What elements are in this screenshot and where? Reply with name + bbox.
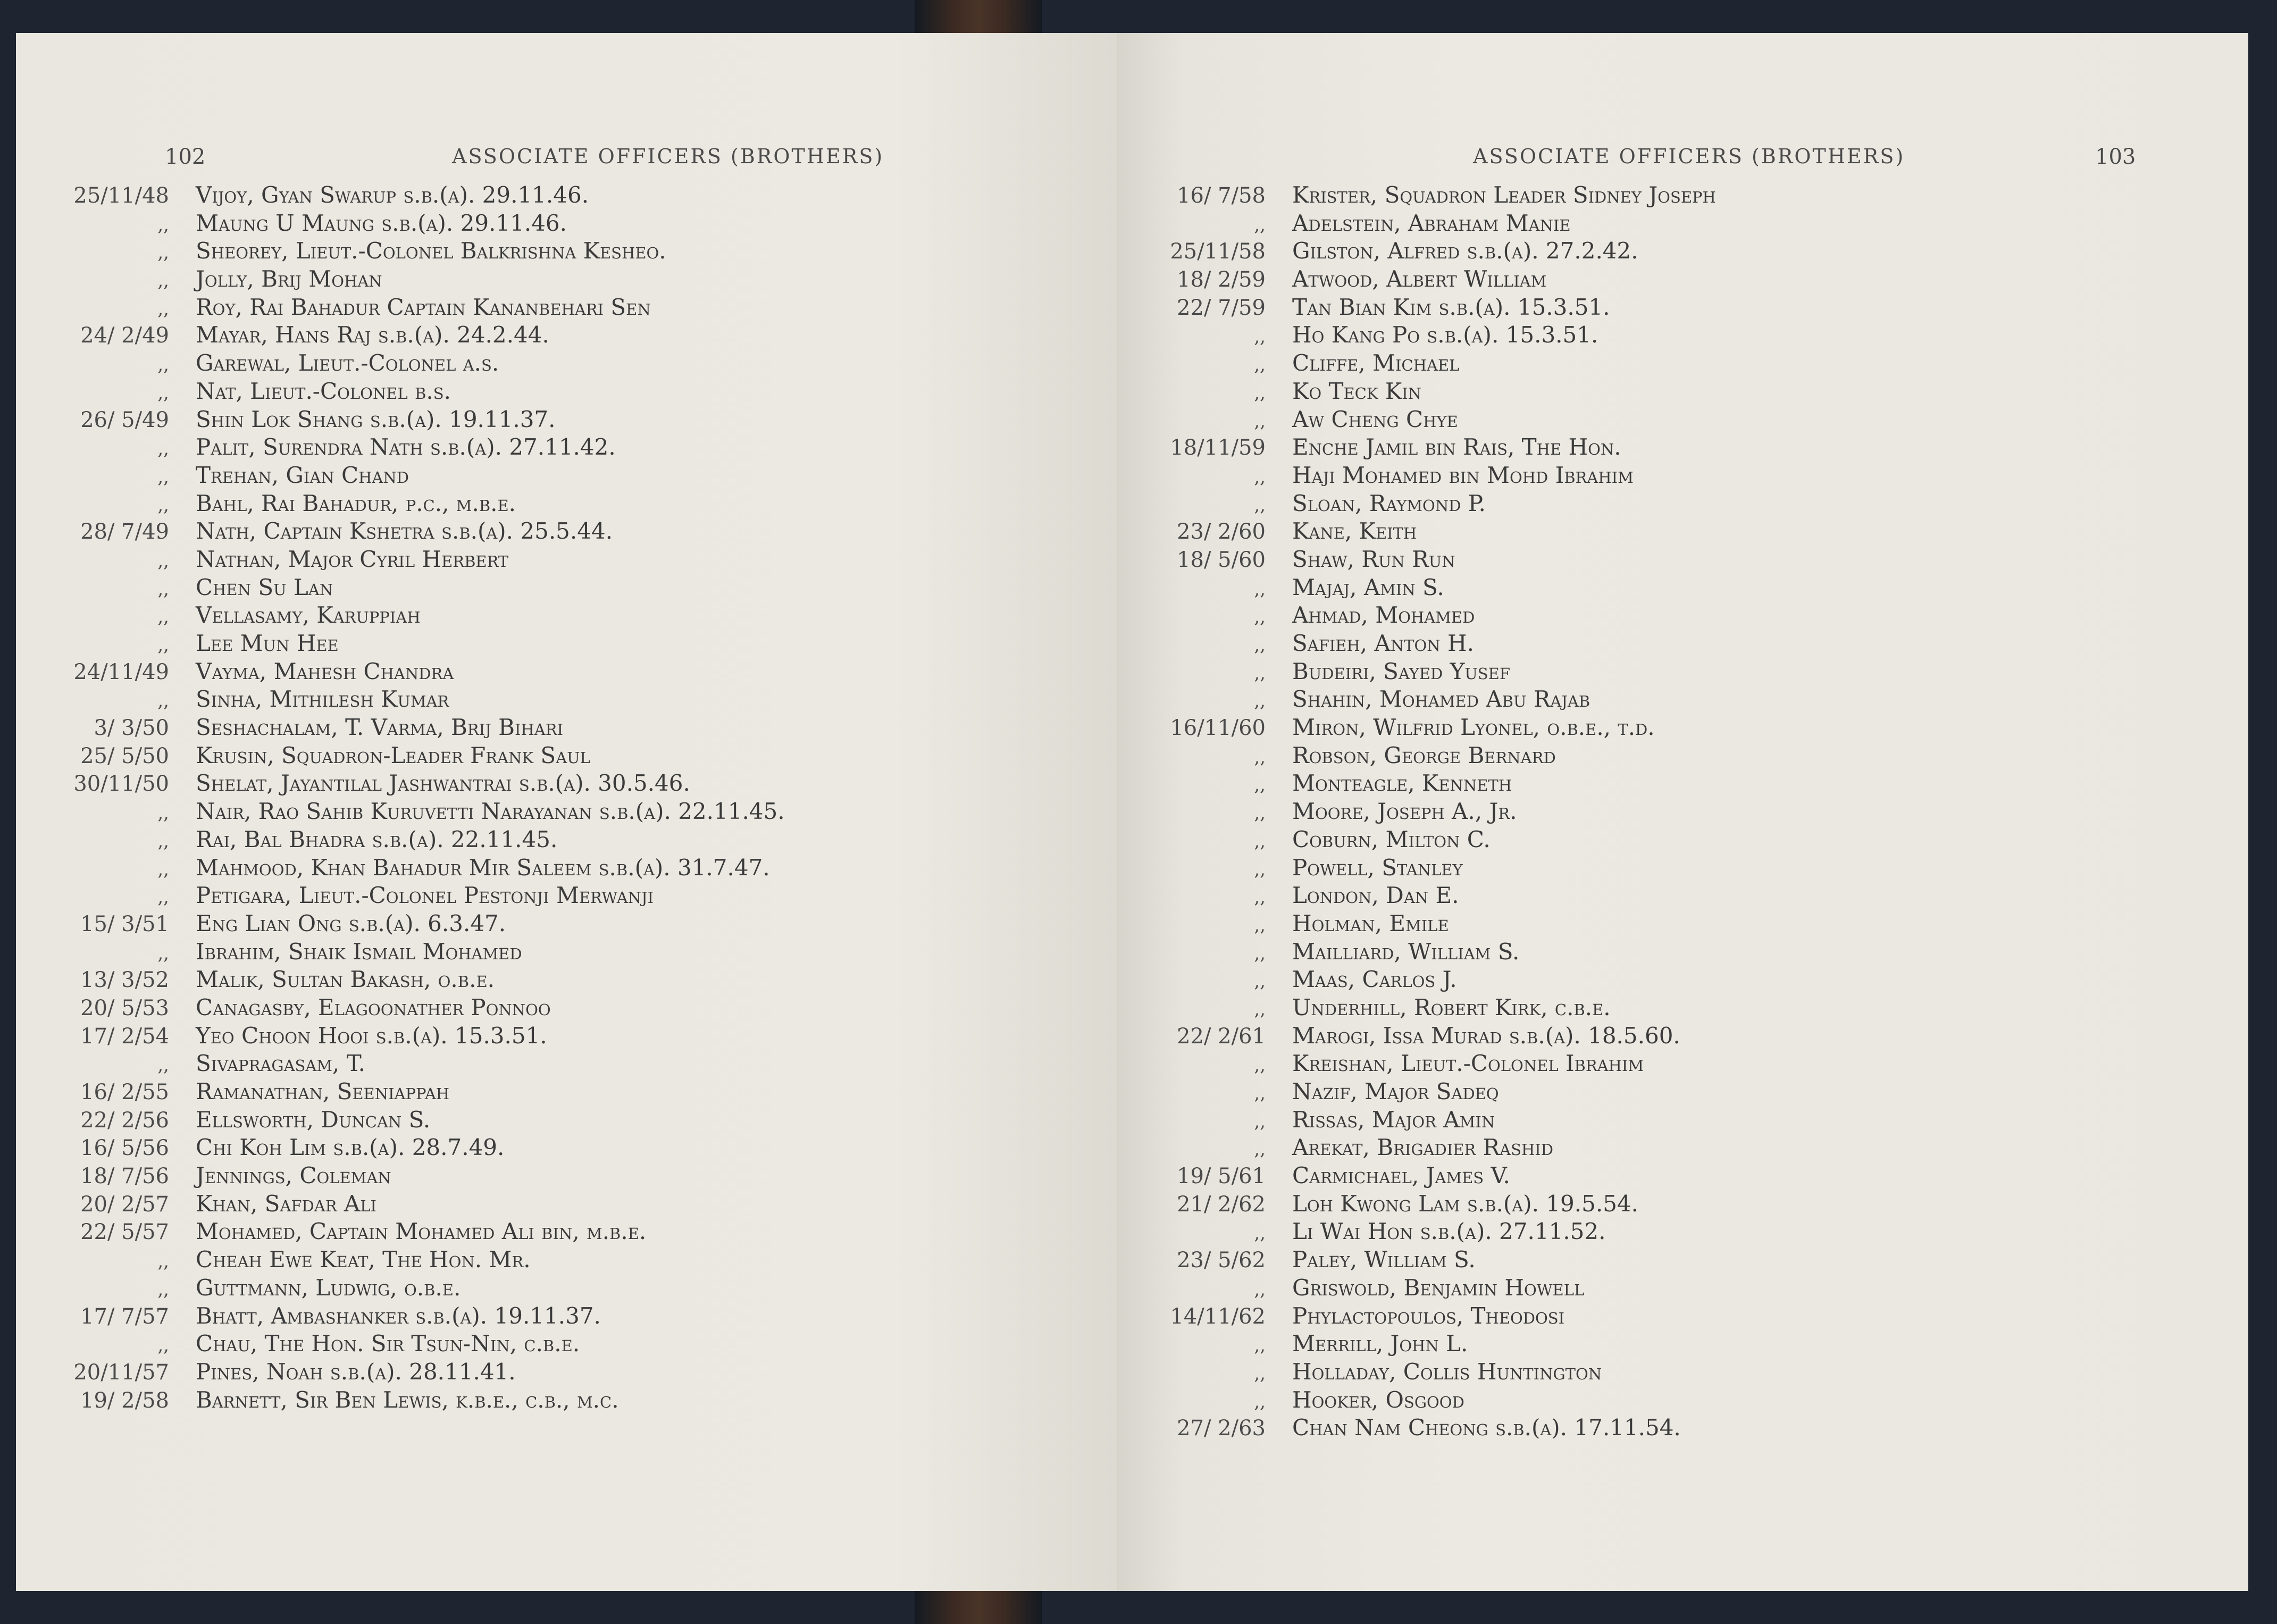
entry-date: 20/ 5/53 [80,995,169,1020]
entry-date: ,, [157,438,169,460]
entry-date: 19/ 2/58 [80,1388,169,1413]
entry-name: Malik, Sultan Bakash, o.b.e. [196,966,495,993]
entry-row [43,994,785,1023]
entry-row [1139,518,1716,546]
entry-name: Palit, Surendra Nath s.b.(a). 27.11.42. [196,434,616,461]
entry-row [43,770,785,798]
entry-name: Jolly, Brij Mohan [196,266,382,292]
right-page [1117,33,2248,1591]
entry-row [43,1078,785,1107]
entry-date: ,, [1254,802,1266,824]
entry-date: ,, [157,298,169,320]
entry-name: Ibrahim, Shaik Ismail Mohamed [196,938,522,965]
entry-row [43,434,785,462]
entry-date: ,, [1254,886,1266,908]
entry-date: 22/ 2/56 [80,1108,169,1133]
entry-name: Nath, Captain Kshetra s.b.(a). 25.5.44. [196,518,613,545]
entry-date: 20/11/57 [73,1360,169,1385]
entry-date: ,, [1254,690,1266,712]
entry-name: Rai, Bal Bhadra s.b.(a). 22.11.45. [196,826,558,852]
entry-date: 16/ 5/56 [80,1136,169,1161]
entry-date: 23/ 2/60 [1177,520,1266,545]
entry-row [43,602,785,630]
entry-row [1139,378,1716,406]
entry-row [1139,434,1716,462]
entry-date: ,, [1254,970,1266,992]
entry-row [43,1275,785,1303]
entry-row [43,546,785,574]
entry-date: 19/ 5/61 [1177,1164,1266,1189]
entry-date: ,, [157,606,169,628]
entry-row [1139,1414,1716,1443]
entry-name: Shelat, Jayantilal Jashwantrai s.b.(a). 30.5.46. [196,770,690,797]
entry-row [43,378,785,406]
entry-date: ,, [1254,326,1266,348]
entry-date: ,, [1254,662,1266,684]
entry-date: 14/11/62 [1170,1304,1266,1329]
entry-date: 18/ 7/56 [80,1164,169,1189]
entry-date: ,, [1254,858,1266,880]
entry-date: 16/ 7/58 [1177,183,1266,208]
entry-row [43,966,785,994]
entry-date: ,, [157,886,169,908]
entry-name: Maas, Carlos J. [1292,966,1457,993]
entry-row [43,266,785,294]
entry-row [43,855,785,883]
left-page [16,33,1117,1591]
entry-row [1139,882,1716,910]
entry-date: ,, [157,550,169,572]
entry-name: Krusin, Squadron-Leader Frank Saul [196,742,590,768]
entry-date: ,, [1254,1362,1266,1384]
entry-date: 22/ 5/57 [80,1220,169,1245]
entry-row [43,1107,785,1135]
entry-row [1139,182,1716,210]
entry-row [43,350,785,378]
entry-row [43,1330,785,1359]
entry-date: 16/11/60 [1170,716,1266,741]
entry-row [1139,238,1716,266]
entry-name: Haji Mohamed bin Mohd Ibrahim [1292,462,1634,488]
entry-row [1139,322,1716,350]
entry-name: Phylactopoulos, Theodosi [1292,1302,1565,1329]
entry-date: ,, [157,830,169,852]
entry-name: Chi Koh Lim s.b.(a). 28.7.49. [196,1134,505,1161]
entry-list [1139,182,1716,1443]
entry-date: ,, [1254,1110,1266,1132]
entry-name: Safieh, Anton H. [1292,630,1474,656]
entry-row [1139,210,1716,238]
entry-row [1139,1330,1716,1359]
entry-name: Moore, Joseph A., Jr. [1292,798,1517,825]
entry-name: Loh Kwong Lam s.b.(a). 19.5.54. [1292,1190,1638,1217]
entry-date: 27/ 2/63 [1177,1416,1266,1441]
entry-date: ,, [1254,830,1266,852]
entry-name: Majaj, Amin S. [1292,574,1444,600]
entry-row [43,1218,785,1246]
entry-name: Kreishan, Lieut.-Colonel Ibrahim [1292,1050,1644,1077]
entry-name: Underhill, Robert Kirk, c.b.e. [1292,994,1611,1020]
entry-name: Vayma, Mahesh Chandra [196,658,454,684]
entry-name: Nat, Lieut.-Colonel b.s. [196,378,451,404]
entry-date: ,, [1254,1278,1266,1300]
entry-date: ,, [1254,942,1266,964]
entry-date: ,, [1254,774,1266,796]
entry-name: Marogi, Issa Murad s.b.(a). 18.5.60. [1292,1022,1680,1049]
entry-name: Powell, Stanley [1292,854,1463,881]
entry-row [1139,994,1716,1023]
entry-date: ,, [157,242,169,264]
entry-row [1139,350,1716,378]
entry-name: Coburn, Milton C. [1292,826,1491,852]
entry-row [43,182,785,210]
entry-name: Ellsworth, Duncan S. [196,1106,431,1133]
entry-name: Sloan, Raymond P. [1292,490,1486,516]
entry-row [43,1303,785,1331]
entry-date: 24/11/49 [73,659,169,684]
entry-date: 20/ 2/57 [80,1192,169,1217]
entry-date: ,, [1254,1391,1266,1412]
entry-row [1139,658,1716,687]
entry-row [43,462,785,490]
entry-row [43,630,785,658]
entry-row [1139,406,1716,434]
entry-row [43,798,785,826]
entry-name: Khan, Safdar Ali [196,1190,376,1217]
entry-row [1139,1162,1716,1191]
entry-row [43,1162,785,1191]
entry-row [1139,1275,1716,1303]
entry-date: 23/ 5/62 [1177,1248,1266,1273]
entry-date: 13/ 3/52 [80,968,169,993]
entry-date: ,, [157,1278,169,1300]
entry-row [1139,1078,1716,1107]
entry-date: ,, [1254,578,1266,600]
entry-date: ,, [1254,746,1266,768]
entry-row [1139,294,1716,322]
entry-row [1139,1191,1716,1219]
entry-row [1139,686,1716,714]
entry-row [1139,630,1716,658]
running-head: ASSOCIATE OFFICERS (BROTHERS) [452,145,884,168]
entry-date: 25/ 5/50 [80,743,169,768]
entry-name: Jennings, Coleman [196,1162,391,1189]
entry-row [1139,546,1716,574]
entry-name: Ho Kang Po s.b.(a). 15.3.51. [1292,322,1598,348]
entry-date: ,, [1254,1335,1266,1357]
entry-row [1139,1050,1716,1078]
entry-row [43,686,785,714]
entry-name: Trehan, Gian Chand [196,462,409,488]
entry-name: Atwood, Albert William [1292,266,1547,292]
entry-row [1139,855,1716,883]
entry-row [1139,1246,1716,1275]
entry-date: ,, [157,466,169,488]
entry-date: 22/ 7/59 [1177,295,1266,320]
entry-name: Ramanathan, Seeniappah [196,1078,450,1104]
entry-name: Cliffe, Michael [1292,350,1460,376]
entry-date: 24/ 2/49 [80,323,169,348]
entry-name: Nazif, Major Sadeq [1292,1078,1499,1104]
entry-name: Vellasamy, Karuppiah [196,602,421,629]
entry-date: ,, [157,634,169,656]
entry-name: Pines, Noah s.b.(a). 28.11.41. [196,1358,516,1385]
entry-name: Sivapragasam, T. [196,1050,365,1077]
entry-row [1139,966,1716,994]
entry-name: Holman, Emile [1292,910,1449,936]
entry-row [1139,462,1716,490]
entry-date: 18/ 2/59 [1177,267,1266,292]
entry-date: 30/11/50 [73,772,169,797]
entry-name: Arekat, Brigadier Rashid [1292,1134,1553,1161]
entry-name: Roy, Rai Bahadur Captain Kananbehari Sen [196,294,651,320]
entry-date: 28/ 7/49 [80,520,169,545]
entry-date: ,, [157,214,169,236]
entry-date: 25/11/48 [73,183,169,208]
entry-row [43,714,785,742]
entry-row [1139,266,1716,294]
entry-date: 18/ 5/60 [1177,547,1266,572]
entry-name: Nathan, Major Cyril Herbert [196,546,509,572]
entry-name: Rissas, Major Amin [1292,1106,1495,1133]
entry-name: Krister, Squadron Leader Sidney Joseph [1292,182,1716,208]
entry-name: Monteagle, Kenneth [1292,770,1512,797]
entry-row [43,910,785,939]
entry-row [43,1191,785,1219]
entry-row [43,294,785,322]
entry-name: Merrill, John L. [1292,1330,1468,1357]
entry-row [43,1023,785,1051]
entry-row [1139,714,1716,742]
entry-name: Gilston, Alfred s.b.(a). 27.2.42. [1292,238,1638,264]
entry-date: ,, [1254,634,1266,656]
entry-row [43,826,785,855]
entry-name: Shahin, Mohamed Abu Rajab [1292,686,1590,713]
entry-name: Tan Bian Kim s.b.(a). 15.3.51. [1292,294,1610,320]
entry-row [43,238,785,266]
entry-date: ,, [1254,914,1266,936]
entry-date: ,, [157,578,169,600]
entry-row [43,882,785,910]
entry-name: Nair, Rao Sahib Kuruvetti Narayanan s.b.(a). 22.11.45. [196,798,785,825]
entry-date: ,, [1254,382,1266,404]
entry-date: ,, [1254,1083,1266,1104]
entry-date: 21/ 2/62 [1177,1192,1266,1217]
entry-row [1139,798,1716,826]
entry-date: ,, [1254,410,1266,432]
entry-date: 25/11/58 [1170,239,1266,264]
entry-name: Cheah Ewe Keat, The Hon. Mr. [196,1246,531,1273]
entry-row [43,1246,785,1275]
entry-date: ,, [157,1335,169,1357]
entry-name: Carmichael, James V. [1292,1162,1510,1189]
entry-row [1139,1134,1716,1162]
entry-name: Aw Cheng Chye [1292,406,1458,432]
entry-name: Garewal, Lieut.-Colonel a.s. [196,350,499,376]
entry-date: ,, [1254,1139,1266,1160]
entry-name: Griswold, Benjamin Howell [1292,1274,1585,1301]
entry-row [1139,1359,1716,1387]
entry-row [1139,1303,1716,1331]
entry-name: Paley, William S. [1292,1246,1476,1273]
entry-name: Ahmad, Mohamed [1292,602,1475,629]
entry-date: ,, [157,354,169,376]
entry-row [1139,574,1716,602]
entry-name: Lee Mun Hee [196,630,339,656]
entry-row [43,1050,785,1078]
entry-row [1139,1387,1716,1415]
entry-date: ,, [157,802,169,824]
entry-row [1139,826,1716,855]
entry-date: ,, [157,942,169,964]
entry-name: Li Wai Hon s.b.(a). 27.11.52. [1292,1218,1606,1245]
entry-date: 16/ 2/55 [80,1080,169,1104]
entry-name: Guttmann, Ludwig, o.b.e. [196,1274,461,1301]
entry-date: ,, [157,494,169,516]
entry-row [1139,1023,1716,1051]
entry-row [1139,910,1716,939]
entry-name: Eng Lian Ong s.b.(a). 6.3.47. [196,910,506,936]
entry-row [43,490,785,518]
page-number: 102 [165,145,206,169]
entry-date: ,, [1254,214,1266,236]
entry-date: 3/ 3/50 [94,716,169,741]
entry-date: ,, [157,270,169,292]
entry-date: ,, [1254,466,1266,488]
entry-date: ,, [157,690,169,712]
entry-name: Barnett, Sir Ben Lewis, k.b.e., c.b., m.c. [196,1386,619,1413]
entry-name: Canagasby, Elagoonather Ponnoo [196,994,551,1020]
entry-row [43,1134,785,1162]
entry-name: Hooker, Osgood [1292,1386,1464,1413]
entry-name: Chan Nam Cheong s.b.(a). 17.11.54. [1292,1414,1681,1441]
entry-date: ,, [157,382,169,404]
entry-date: ,, [1254,606,1266,628]
entry-name: Holladay, Collis Huntington [1292,1358,1602,1385]
entry-date: ,, [1254,1223,1266,1244]
entry-date: ,, [157,858,169,880]
entry-date: 26/ 5/49 [80,407,169,432]
entry-name: London, Dan E. [1292,882,1459,909]
entry-date: ,, [1254,998,1266,1020]
entry-name: Mailliard, William S. [1292,938,1520,965]
entry-date: ,, [157,1251,169,1273]
entry-row [43,406,785,434]
entry-row [1139,1218,1716,1246]
entry-row [43,939,785,967]
entry-name: Enche Jamil bin Rais, The Hon. [1292,434,1621,461]
entry-date: ,, [157,1054,169,1076]
entry-name: Seshachalam, T. Varma, Brij Bihari [196,714,564,741]
entry-name: Kane, Keith [1292,518,1417,545]
entry-row [1139,770,1716,798]
entry-name: Chen Su Lan [196,574,333,600]
entry-date: ,, [1254,494,1266,516]
entry-list [43,182,785,1414]
entry-row [43,574,785,602]
entry-name: Mahmood, Khan Bahadur Mir Saleem s.b.(a). 31.7.47. [196,854,770,881]
entry-name: Mohamed, Captain Mohamed Ali bin, m.b.e. [196,1218,647,1245]
entry-name: Ko Teck Kin [1292,378,1422,404]
entry-row [1139,939,1716,967]
entry-name: Sheorey, Lieut.-Colonel Balkrishna Kesheo. [196,238,666,264]
entry-name: Sinha, Mithilesh Kumar [196,686,449,713]
entry-date: ,, [1254,354,1266,376]
entry-date: 22/ 2/61 [1177,1024,1266,1049]
entry-name: Miron, Wilfrid Lyonel, o.b.e., t.d. [1292,714,1655,741]
entry-row [43,210,785,238]
entry-date: 15/ 3/51 [80,911,169,936]
entry-name: Yeo Choon Hooi s.b.(a). 15.3.51. [196,1022,547,1049]
entry-date: 17/ 2/54 [80,1024,169,1049]
entry-name: Maung U Maung s.b.(a). 29.11.46. [196,210,567,236]
entry-date: 17/ 7/57 [80,1304,169,1329]
running-head: ASSOCIATE OFFICERS (BROTHERS) [1473,145,1905,168]
entry-name: Vijoy, Gyan Swarup s.b.(a). 29.11.46. [196,182,589,208]
entry-name: Mayar, Hans Raj s.b.(a). 24.2.44. [196,322,549,348]
entry-name: Budeiri, Sayed Yusef [1292,658,1510,684]
entry-name: Petigara, Lieut.-Colonel Pestonji Merwanji [196,882,654,909]
entry-name: Adelstein, Abraham Manie [1292,210,1571,236]
entry-name: Chau, The Hon. Sir Tsun-Nin, c.b.e. [196,1330,580,1357]
entry-row [1139,742,1716,771]
entry-row [1139,490,1716,518]
entry-row [43,518,785,546]
entry-name: Bahl, Rai Bahadur, p.c., m.b.e. [196,490,516,516]
entry-name: Shin Lok Shang s.b.(a). 19.11.37. [196,406,556,432]
entry-row [43,1359,785,1387]
entry-date: ,, [1254,1054,1266,1076]
entry-row [1139,1107,1716,1135]
entry-row [1139,602,1716,630]
entry-row [43,658,785,687]
entry-name: Robson, George Bernard [1292,742,1556,768]
entry-name: Shaw, Run Run [1292,546,1455,572]
entry-row [43,1387,785,1415]
entry-name: Bhatt, Ambashanker s.b.(a). 19.11.37. [196,1302,601,1329]
entry-date: 18/11/59 [1170,436,1266,461]
page-number: 103 [2095,145,2136,169]
entry-row [43,322,785,350]
entry-row [43,742,785,771]
